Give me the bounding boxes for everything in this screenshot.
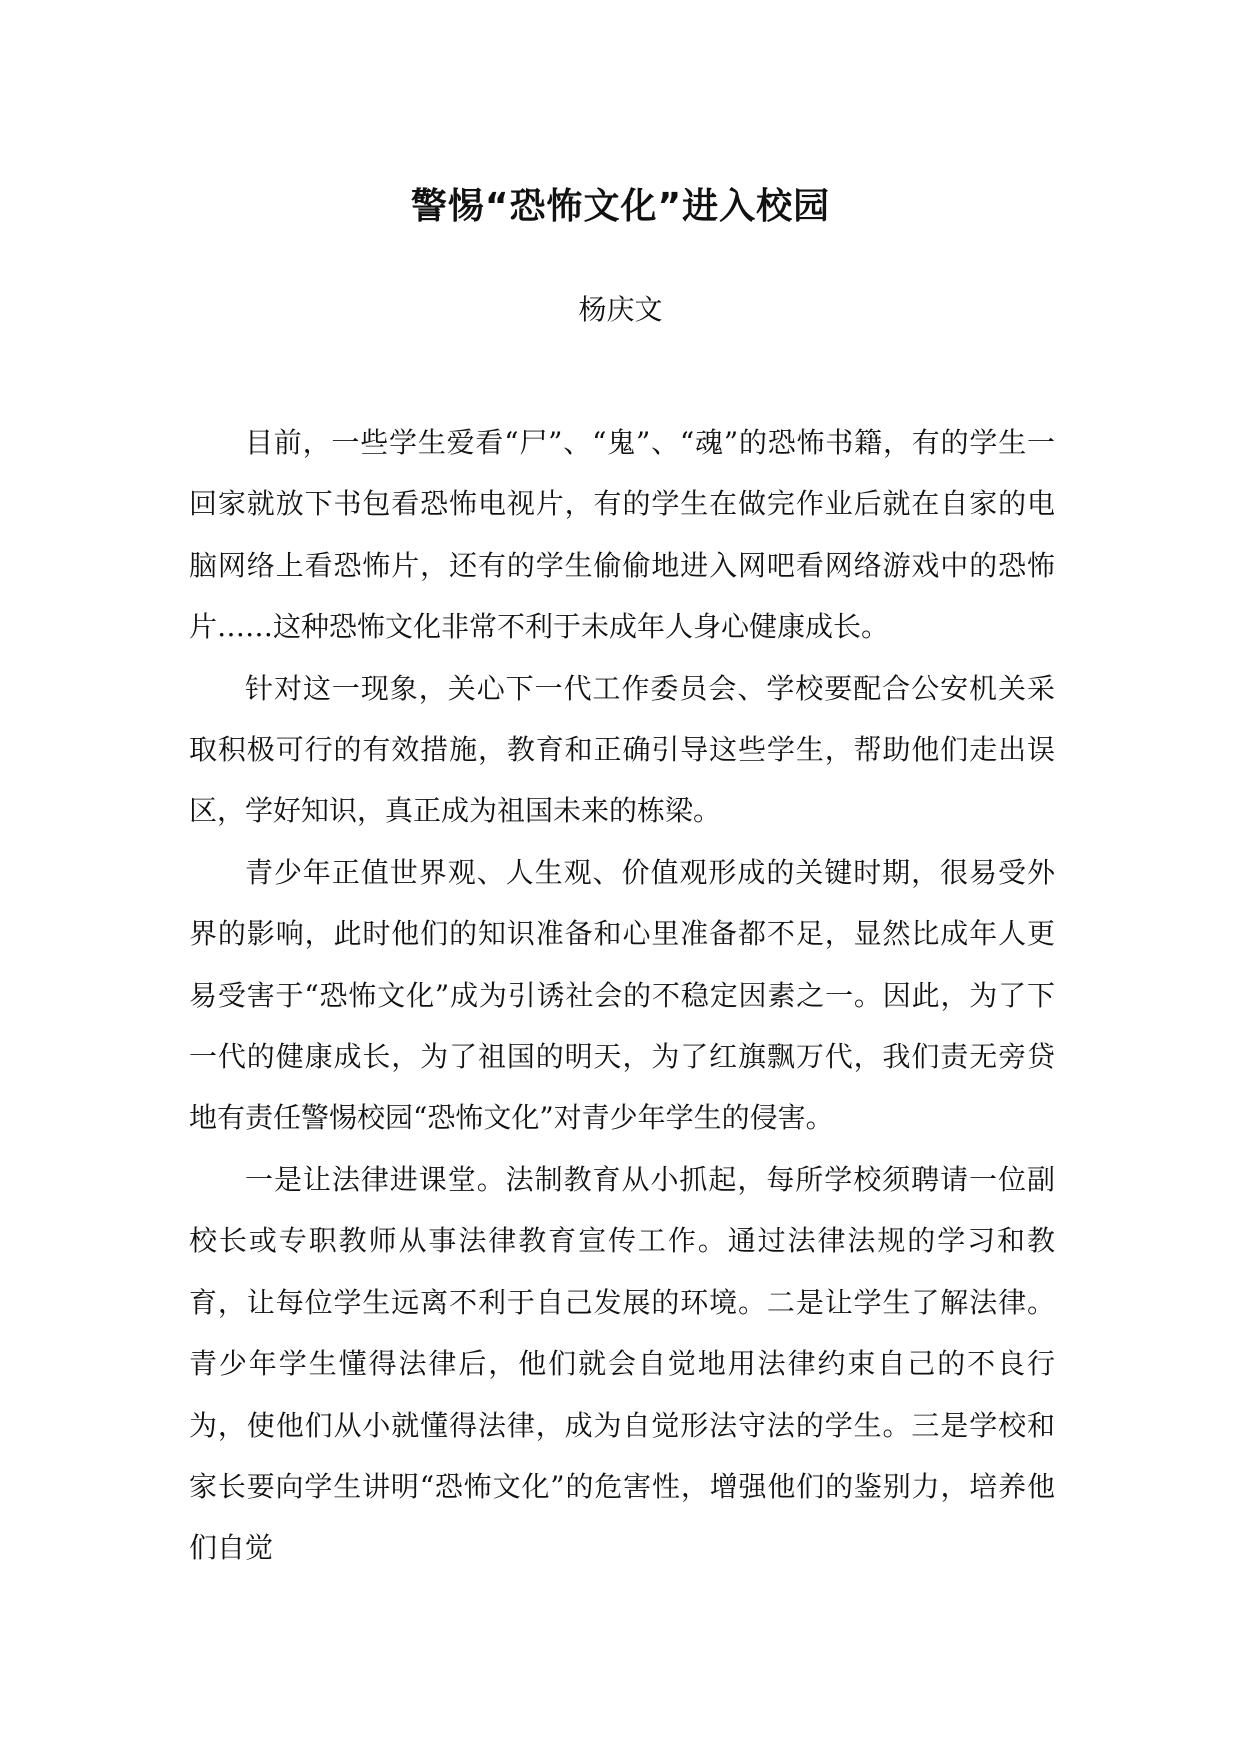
document-body [189, 412, 1055, 1579]
paragraph-1: 目前，一些学生爱看“尸”、“鬼”、“魂”的恐怖书籍，有的学生一回家就放下书包看恐怖电视片，有的学生在做完作业后就在自家的电脑网络上看恐怖片，还有的学生偷偷地进入网吧看网络游戏中的恐怖片……这种恐怖文化非常不利于未成年人身心健康成长。 [189, 426, 1055, 644]
document-author: 杨庆文 [578, 293, 663, 326]
paragraph-3: 青少年正值世界观、人生观、价值观形成的关键时期，很易受外界的影响，此时他们的知识准备和心里准备都不足，显然比成年人更易受害于“恐怖文化”成为引诱社会的不稳定因素之一。因此，为了下一代的健康成长，为了祖国的明天，为了红旗飘万代，我们责无旁贷地有责任警惕校园“恐怖文化”对青少年学生的侵害。 [189, 855, 1055, 1135]
paragraph-4: 一是让法律进课堂。法制教育从小抓起，每所学校须聘请一位副校长或专职教师从事法律教育宣传工作。通过法律法规的学习和教育，让每位学生远离不利于自己发展的环境。二是让学生了解法律。青少年学生懂得法律后，他们就会自觉地用法律约束自己的不良行为，使他们从小就懂得法律，成为自觉形法守法的学生。三是学校和家长要向学生讲明“恐怖文化”的危害性，增强他们的鉴别力，培养他们自觉 [189, 1162, 1055, 1565]
paragraph-2: 针对这一现象，关心下一代工作委员会、学校要配合公安机关采取积极可行的有效措施，教育和正确引导这些学生，帮助他们走出误区，学好知识，真正成为祖国未来的栋梁。 [189, 671, 1055, 828]
document-title: 警惕“恐怖文化”进入校园 [410, 186, 831, 228]
